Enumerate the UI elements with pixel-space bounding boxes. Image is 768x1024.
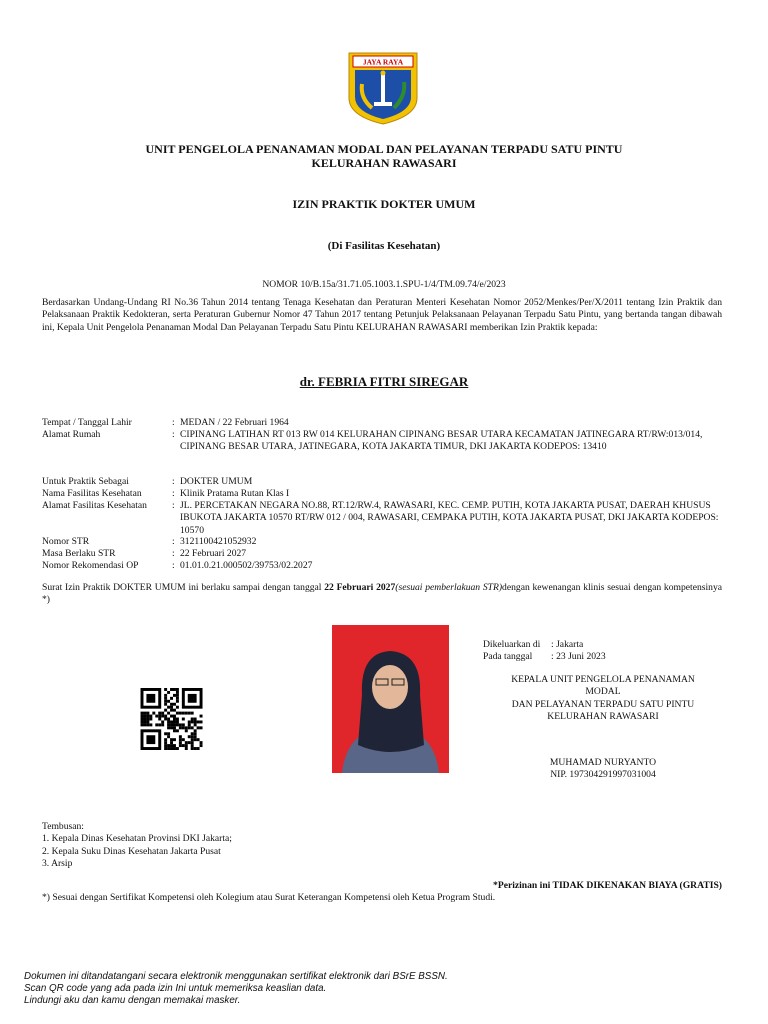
footer-line: Lindungi aku dan kamu dengan memakai masker. [24,995,241,1006]
field-value: CIPINANG LATIHAN RT 013 RW 014 KELURAHAN CIPINANG BESAR UTARA KECAMATAN JATINEGARA RT/RW:013/014, CIPINANG BESAR UTARA, JATINEGARA, KOTA JAKARTA TIMUR, DKI JAKARTA KODEPOS: 13410 [180,429,703,453]
doctor-photo [332,625,449,773]
validity-date: 22 Februari 2027 [324,582,396,593]
colon: : [172,536,175,547]
footer-line: Dokumen ini ditandatangani secara elektronik menggunakan sertifikat elektronik dari BSrE BSSN. [24,971,448,982]
tembusan-heading: Tembusan: [42,821,84,832]
colon: : [551,639,554,650]
issued-place: Jakarta [556,639,584,650]
field-row [42,429,722,454]
field-label: Nomor STR [42,536,90,547]
signer-title: KEPALA UNIT PENGELOLA PENANAMAN [511,674,695,685]
validity-text-end: dengan kewenangan klinis sesuai dengan kompetensinya *) [42,582,723,606]
signer-block [483,674,723,781]
validity-note: (sesuai pemberlakuan STR) [395,582,503,593]
issued-date: 23 Juni 2023 [556,651,606,662]
field-label: Alamat Rumah [42,429,101,440]
field-label: Alamat Fasilitas Kesehatan [42,500,147,511]
signer-title: DAN PELAYANAN TERPADU SATU PINTU [511,698,695,710]
signer-title: MODAL [585,686,621,698]
colon: : [551,651,554,662]
colon: : [172,429,175,440]
svg-text:JAYA RAYA: JAYA RAYA [362,57,404,67]
colon: : [172,476,175,487]
doctor-name: dr. FEBRIA FITRI SIREGAR [299,374,469,389]
field-row [42,536,722,548]
validity-text: Surat Izin Praktik DOKTER UMUM ini berlaku sampai dengan tanggal [42,582,325,593]
field-value: JL. PERCETAKAN NEGARA NO.88, RT.12/RW.4, RAWASARI, KEC. CEMP. PUTIH, KOTA JAKARTA PUSAT, DAERAH KHUSUS IBUKOTA JAKARTA 10570 RT/RW 012 / 004, RAWASARI, CEMPAKA PUTIH, KOTA JAKARTA PUSAT, DKI JAKARTA KODEPOS: 10570 [180,500,719,536]
intro-paragraph: Berdasarkan Undang-Undang RI No.36 Tahun 2014 tentang Tenaga Kesehatan dan Peraturan Menteri Kesehatan Nomor 2052/Menkes/Per/X/2011 tentang Izin Praktik dan Pelaksanaan Praktik Kedokteran, serta Peraturan Gubernur Nomor 47 Tahun 2017 tentang Petunjuk Pelaksanaan Pelayanan Terpadu Satu Pintu, yang bertanda tangan dibawah ini, Kepala Unit Pengelola Penanaman Modal Dan Pelayanan Terpadu Satu Pintu KELURAHAN RAWASARI memberikan Izin Praktik kepada: [42,297,722,333]
tembusan-item: 2. Kepala Suku Dinas Kesehatan Jakarta Pusat [42,845,221,857]
colon: : [172,417,175,428]
validity-statement [42,582,722,607]
e-signature-footer [24,971,448,1007]
field-value: Klinik Pratama Rutan Klas I [180,488,290,499]
issued-date-row [483,651,606,663]
footer-line: Scan QR code yang ada pada izin Ini untuk memeriksa keaslian data. [24,983,327,994]
jakarta-emblem-logo [346,50,420,126]
issued-place-row [483,639,583,651]
colon: : [172,488,175,499]
agency-name: UNIT PENGELOLA PENANAMAN MODAL DAN PELAYANAN TERPADU SATU PINTU [145,142,623,156]
field-label: Nama Fasilitas Kesehatan [42,488,142,499]
field-row [42,560,722,572]
signer-name: MUHAMAD NURYANTO [549,756,657,768]
free-of-charge-note: *Perizinan ini TIDAK DIKENAKAN BIAYA (GRATIS) [493,880,722,891]
colon: : [172,548,175,559]
field-label: Untuk Praktik Sebagai [42,476,129,487]
field-row [42,548,722,560]
issued-date-label: Pada tanggal [483,651,533,662]
field-value: DOKTER UMUM [180,476,253,487]
field-row [42,500,722,537]
colon: : [172,500,175,511]
document-title: IZIN PRAKTIK DOKTER UMUM [292,197,476,211]
field-label: Nomor Rekomendasi OP [42,560,139,571]
document-subtitle: (Di Fasilitas Kesehatan) [327,240,441,252]
tembusan-list [42,821,232,871]
signer-nip: NIP. 197304291997031004 [550,769,656,781]
tembusan-item: 3. Arsip [42,858,73,870]
footnote: *) Sesuai dengan Sertifikat Kompetensi oleh Kolegium atau Surat Keterangan Kompetensi oleh Ketua Program Studi. [42,892,496,903]
qr-code[interactable] [140,688,206,750]
field-label: Tempat / Tanggal Lahir [42,417,132,428]
field-row [42,476,722,488]
tembusan-item: 1. Kepala Dinas Kesehatan Provinsi DKI Jakarta; [42,833,232,845]
field-value: MEDAN / 22 Februari 1964 [180,417,289,428]
field-value: 22 Februari 2027 [180,548,247,559]
colon: : [172,560,175,571]
field-label: Masa Berlaku STR [42,548,116,559]
signer-title: KELURAHAN RAWASARI [547,711,659,723]
field-row [42,488,722,500]
agency-office: KELURAHAN RAWASARI [311,156,457,170]
document-number: NOMOR 10/B.15a/31.71.05.1003.1.SPU-1/4/TM.09.74/e/2023 [262,279,506,290]
field-value: 01.01.0.21.000502/39753/02.2027 [180,560,313,571]
field-value: 3121100421052932 [180,536,257,547]
issued-place-label: Dikeluarkan di [483,639,541,650]
field-row [42,417,722,429]
